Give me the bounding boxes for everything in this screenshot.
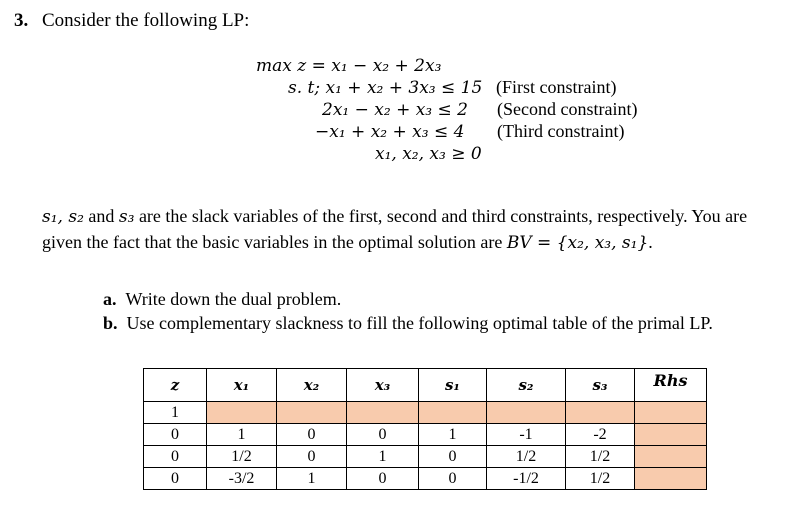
table-cell: 0 — [277, 446, 347, 468]
basic-variables-set: BV = {x₂, x₃, s₁} — [506, 233, 649, 253]
table-cell-blank — [566, 402, 635, 424]
table-cell-blank — [635, 424, 707, 446]
table-header-row — [144, 369, 707, 402]
table-cell-blank — [635, 402, 707, 424]
item-b-text: Use complementary slackness to fill the following optimal table of the primal LP. — [126, 313, 713, 333]
slack-paragraph — [42, 204, 782, 256]
table-cell-blank — [277, 402, 347, 424]
table-header: Rhs — [635, 369, 707, 402]
table-cell: -1/2 — [487, 468, 566, 490]
slack-var-s3: s₃ — [118, 207, 135, 227]
table-cell: 0 — [144, 424, 207, 446]
table-cell: 0 — [347, 424, 419, 446]
table-cell-blank — [635, 468, 707, 490]
table-cell-blank — [207, 402, 277, 424]
table-cell: -2 — [566, 424, 635, 446]
lp-objective: max z = x₁ − x₂ + 2x₃ — [256, 56, 442, 76]
question-number: 3. — [14, 10, 29, 31]
optimal-table — [143, 368, 707, 490]
lp-constraint-3: −x₁ + x₂ + x₃ ≤ 4 — [315, 122, 465, 142]
table-header: z — [144, 369, 207, 402]
lp-constraint-1: s. t; x₁ + x₂ + 3x₃ ≤ 15 — [288, 78, 483, 98]
table-row — [144, 424, 707, 446]
table-cell: 0 — [419, 468, 487, 490]
table-header: x₁ — [207, 369, 277, 402]
table-cell: 1 — [347, 446, 419, 468]
table-cell: 1 — [419, 424, 487, 446]
table-header: x₃ — [347, 369, 419, 402]
item-a — [103, 289, 341, 310]
question-title: Consider the following LP: — [42, 10, 250, 31]
table-header: s₃ — [566, 369, 635, 402]
table-cell: 1 — [277, 468, 347, 490]
item-b — [103, 313, 713, 334]
slack-text: are the slack variables of the first, second and third constraints, respectively. You are given the fact that the basic variables in the optimal solution are — [42, 206, 748, 252]
table-cell-blank — [635, 446, 707, 468]
table-cell: 1/2 — [207, 446, 277, 468]
item-a-text: Write down the dual problem. — [125, 289, 342, 309]
item-a-label: a. — [103, 289, 117, 309]
table-cell: 1/2 — [566, 468, 635, 490]
table-cell: 1 — [207, 424, 277, 446]
lp-constraint-1-label: (First constraint) — [496, 77, 617, 97]
table-cell: 0 — [347, 468, 419, 490]
lp-constraint-3-label: (Third constraint) — [497, 121, 625, 141]
table-row — [144, 446, 707, 468]
table-cell-blank — [487, 402, 566, 424]
paragraph-end: . — [648, 232, 653, 252]
table-cell: 1/2 — [487, 446, 566, 468]
slack-vars-s1-s2: s₁, s₂ — [42, 207, 84, 227]
slack-and: and — [83, 206, 119, 226]
table-cell: 0 — [144, 468, 207, 490]
table-cell-blank — [419, 402, 487, 424]
table-header: s₁ — [419, 369, 487, 402]
table-row — [144, 468, 707, 490]
table-cell: 0 — [277, 424, 347, 446]
table-cell: 0 — [419, 446, 487, 468]
table-cell: -1 — [487, 424, 566, 446]
table-header: s₂ — [487, 369, 566, 402]
item-b-label: b. — [103, 313, 118, 333]
lp-constraint-2: 2x₁ − x₂ + x₃ ≤ 2 — [322, 100, 468, 120]
table-cell: 1/2 — [566, 446, 635, 468]
table-cell: -3/2 — [207, 468, 277, 490]
table-row — [144, 402, 707, 424]
table-cell: 0 — [144, 446, 207, 468]
table-cell-blank — [347, 402, 419, 424]
table-cell: 1 — [144, 402, 207, 424]
lp-nonnegativity: x₁, x₂, x₃ ≥ 0 — [375, 144, 482, 164]
lp-constraint-2-label: (Second constraint) — [497, 99, 638, 119]
table-header: x₂ — [277, 369, 347, 402]
